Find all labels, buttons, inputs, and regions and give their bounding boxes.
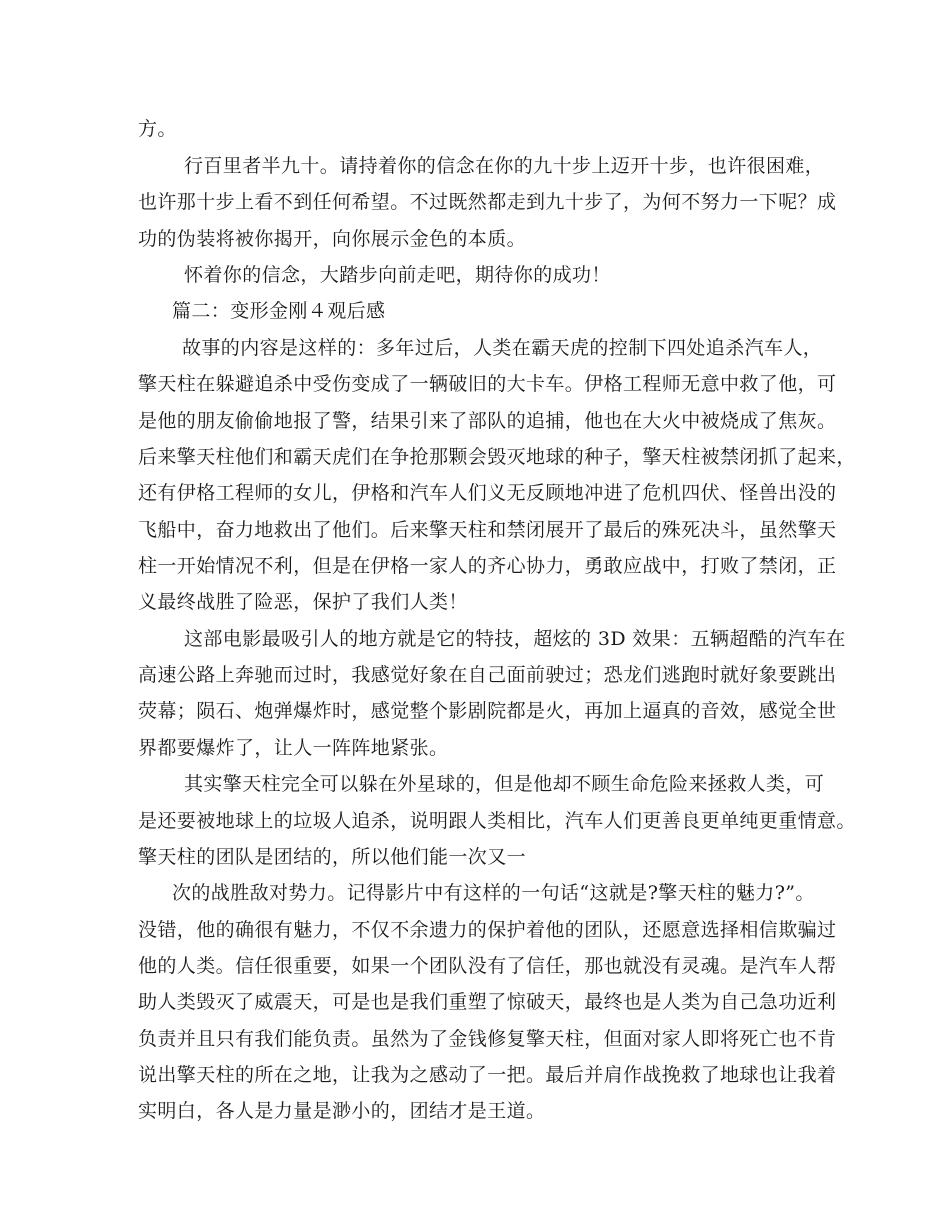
text-line: 是还要被地球上的垃圾人追杀，说明跟人类相比，汽车人们更善良更单纯更重情意。 [138, 810, 856, 832]
text-line: 行百里者半九十。请持着你的信念在你的九十步上迈开十步，也许很困难， [184, 155, 825, 177]
text-line: 也许那十步上看不到任何希望。不过既然都走到九十步了，为何不努力一下呢？成 [138, 191, 837, 213]
text-line: 实明白，各人是力量是渺小的，团结才是王道。 [138, 1100, 546, 1122]
text-line: 界都要爆炸了，让人一阵阵地紧张。 [138, 737, 449, 759]
text-line: 这部电影最吸引人的地方就是它的特技，超炫的 3D 效果：五辆超酷的汽车在 [184, 628, 846, 650]
text-line: 负责并且只有我们能负责。虽然为了金钱修复擎天柱，但面对家人即将死亡也不肯 [138, 1028, 837, 1050]
text-line: 怀着你的信念，大踏步向前走吧，期待你的成功！ [184, 264, 611, 286]
text-line: 柱一开始情况不利，但是在伊格一家人的齐心协力，勇敢应战中，打败了禁闭，正 [138, 555, 837, 577]
text-line: 其实擎天柱完全可以躲在外星球的，但是他却不顾生命危险来拯救人类，可 [184, 773, 825, 795]
text-line: 功的伪装将被你揭开，向你展示金色的本质。 [138, 228, 527, 250]
text-line: 后来擎天柱他们和霸天虎们在争抢那颗会毁灭地球的种子，擎天柱被禁闭抓了起来， [138, 446, 856, 468]
text-line: 擎天柱的团队是团结的，所以他们能一次又一 [138, 846, 527, 868]
text-line: 他的人类。信任很重要，如果一个团队没有了信任，那也就没有灵魂。是汽车人帮 [138, 955, 837, 977]
text-line: 义最终战胜了险恶，保护了我们人类！ [138, 591, 468, 613]
text-line: 还有伊格工程师的女儿，伊格和汽车人们义无反顾地冲进了危机四伏、怪兽出没的 [138, 482, 837, 504]
text-line: 是他的朋友偷偷地报了警，结果引来了部队的追捕，他也在大火中被烧成了焦灰。 [138, 410, 837, 432]
text-line: 没错，他的确很有魅力，不仅不余遗力的保护着他的团队，还愿意选择相信欺骗过 [138, 919, 837, 941]
text-line: 擎天柱在躲避追杀中受伤变成了一辆破旧的大卡车。伊格工程师无意中救了他，可 [138, 373, 837, 395]
text-line: 说出擎天柱的所在之地，让我为之感动了一把。最后并肩作战挽救了地球也让我着 [138, 1064, 837, 1086]
text-line: 高速公路上奔驰而过时，我感觉好象在自己面前驶过；恐龙们逃跑时就好象要跳出 [138, 664, 837, 686]
section-heading: 篇二：变形金刚４观后感 [172, 300, 386, 322]
text-line: 故事的内容是这样的：多年过后，人类在霸天虎的控制下四处追杀汽车人， [182, 337, 823, 359]
text-line: 助人类毁灭了威震天，可是也是我们重塑了惊破天，最终也是人类为自己急功近利 [138, 991, 837, 1013]
text-line: 荧幕；陨石、炮弹爆炸时，感觉整个影剧院都是火，再加上逼真的音效，感觉全世 [138, 700, 837, 722]
text-line: 方。 [138, 118, 177, 140]
text-line: 飞船中，奋力地救出了他们。后来擎天柱和禁闭展开了最后的殊死决斗，虽然擎天 [138, 519, 837, 541]
text-line: 次的战胜敌对势力。记得影片中有这样的一句话“这就是?擎天柱的魅力?”。 [172, 882, 815, 904]
